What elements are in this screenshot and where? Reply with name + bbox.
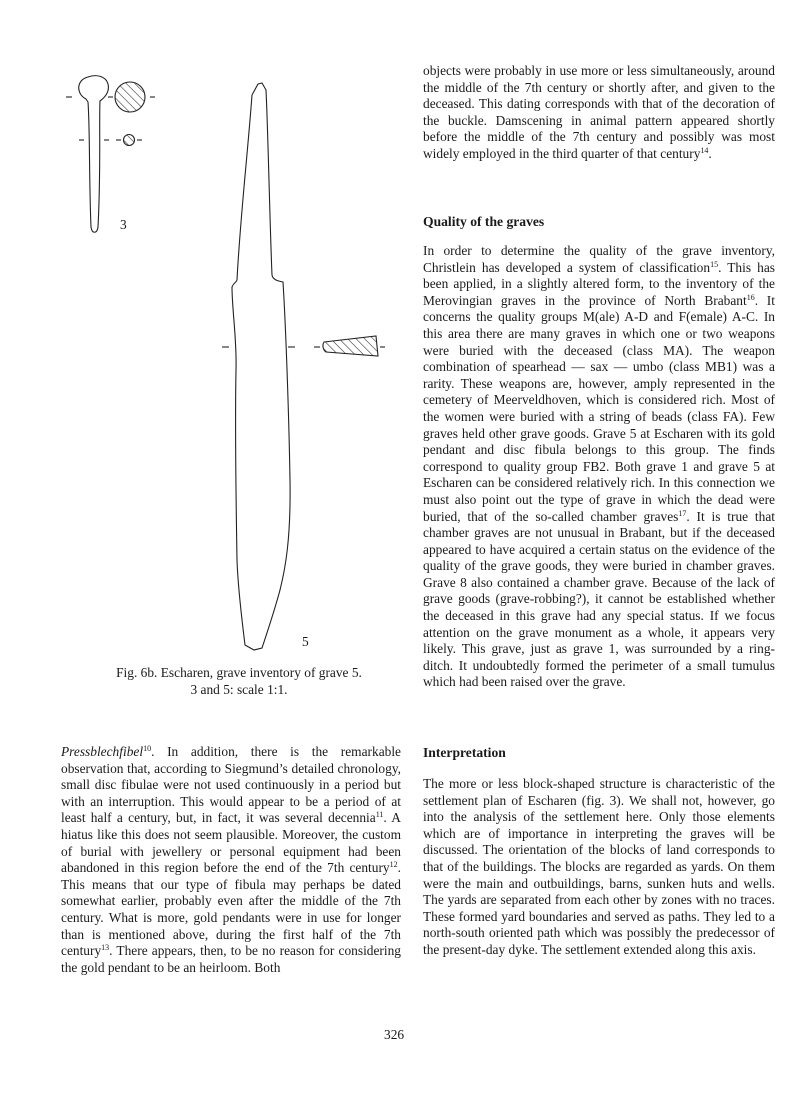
italic-term: Pressblechfibel: [61, 744, 144, 759]
paragraph: objects were probably in use more or less simultaneously, around the middle of the 7th century or shortly after, and given to the deceased. This dating corresponds with that of the decoration of the buckle. Damscening in animal pattern appeared shortly before the middle of the 7th century and possibly was most widely employed in the third quarter of that century$^{14}$.: [423, 63, 775, 161]
section-heading-interpretation: Interpretation: [423, 745, 506, 760]
section-heading-quality: Quality of the graves: [423, 214, 545, 229]
interpretation-section-text: [423, 776, 775, 959]
paragraph: In order to determine the quality of the grave inventory, Christlein has developed a system of classification$^{15}$. This has been applied, in a slightly altered form, to the inventory of the Merovingian graves in the province of North Brabant$^{16}$. It concerns the quality groups M(ale) A-D and F(emale) A-C. In this area there are many graves in which one or two weapons were buried with the deceased (class MA). The weapon combination of spearhead — sax — umbo (class MB1) was a rarity. These weapons are, however, amply represented in the cemetery of Meerveldhoven, which is considered rich. Most of the women were buried with a string of beads (class FA). Few graves held other grave goods. Grave 5 at Escharen with its gold pendant and disc fibula belongs to this group. The finds correspond to quality group FB2. Both grave 1 and grave 5 at Escharen can be considered relatively rich. In this connection we must also point out the type of grave in which the dead were buried, that of the so-called chamber graves$^{17}$. It is true that chamber graves are not unusual in Brabant, but if the deceased appeared to have acquired a certain status on the evidence of the quality of the grave goods, they were buried in chamber graves. Grave 8 also contained a chamber grave. Because of the lack of grave goods (grave-robbing?), it cannot be established whether the deceased in this grave had any special status. If we focus attention on the grave monument as a whole, it appears very likely. This grave, just as grave 1, was surrounded by a ring-ditch. It undoubtedly formed the perimeter of a small tumulus which had been raised over the grave.: [423, 243, 775, 690]
footnote-ref: 14: [700, 145, 709, 155]
page-number: 326: [384, 1027, 405, 1042]
footnote-ref: 15: [710, 259, 719, 269]
footnote-ref: 16: [746, 292, 755, 302]
footnote-ref: 12: [389, 860, 398, 870]
right-column-intro-text: [423, 63, 775, 163]
figure-item-label-5: 5: [302, 634, 309, 649]
left-column-text: [61, 744, 401, 976]
figure-item-label-3: 3: [120, 217, 127, 232]
footnote-ref: 13: [101, 943, 110, 953]
footnote-ref: 10: [143, 744, 152, 753]
caption-line-2: 3 and 5: scale 1:1.: [190, 682, 288, 697]
paragraph: The more or less block-shaped structure is characteristic of the settlement plan of Escharen (fig. 3). We shall not, however, go into the analysis of the settlement here. Only those elements which are of importance in interpreting the graves will be discussed. The orientation of the blocks of land corresponds to that of the buildings. The blocks are regarded as yards. On them were the main and outbuildings, barns, sunken huts and wells. The yards are separated from each other by zones with no traces. These formed yard boundaries and served as paths. They led to a north-south oriented path which was possibly the predecessor of the present-day dyke. The settlement extended along this axis.: [423, 776, 775, 957]
section-heading-quality-wrap: [423, 213, 775, 230]
footnote-ref: 11: [375, 810, 384, 820]
paragraph: Pressblechfibel$^{10}$. In addition, there is the remarkable observation that, according to Siegmund’s detailed chronology, small disc fibulae were not used continuously in a period but with an interruption. This would appear to be a period of at least half a century, but, in fact, it was several decennia$^{11}$. A hiatus like this does not seem plausible. Moreover, the custom of burial with jewellery or personal equipment had been abandoned in this region before the end of the 7th century$^{12}$. This means that our type of fibula may perhaps be dated somewhat earlier, probably even after the middle of the 7th century. What is more, gold pendants were in use for longer than is mentioned above, during the first half of the 7th century$^{13}$. There appears, then, to be no reason for considering the gold pendant to be an heirloom. Both: [61, 744, 401, 975]
quality-section-text: [423, 243, 775, 691]
section-heading-interpretation-wrap: [423, 744, 775, 761]
figure-6b-drawings: [0, 0, 420, 660]
caption-line-1: Fig. 6b. Escharen, grave inventory of grave 5.: [116, 665, 362, 680]
blade-drawing-item-5: [222, 83, 385, 650]
figure-caption: [84, 664, 394, 698]
footnote-ref: 17: [678, 508, 687, 518]
pin-drawing-item-3: [66, 76, 155, 233]
